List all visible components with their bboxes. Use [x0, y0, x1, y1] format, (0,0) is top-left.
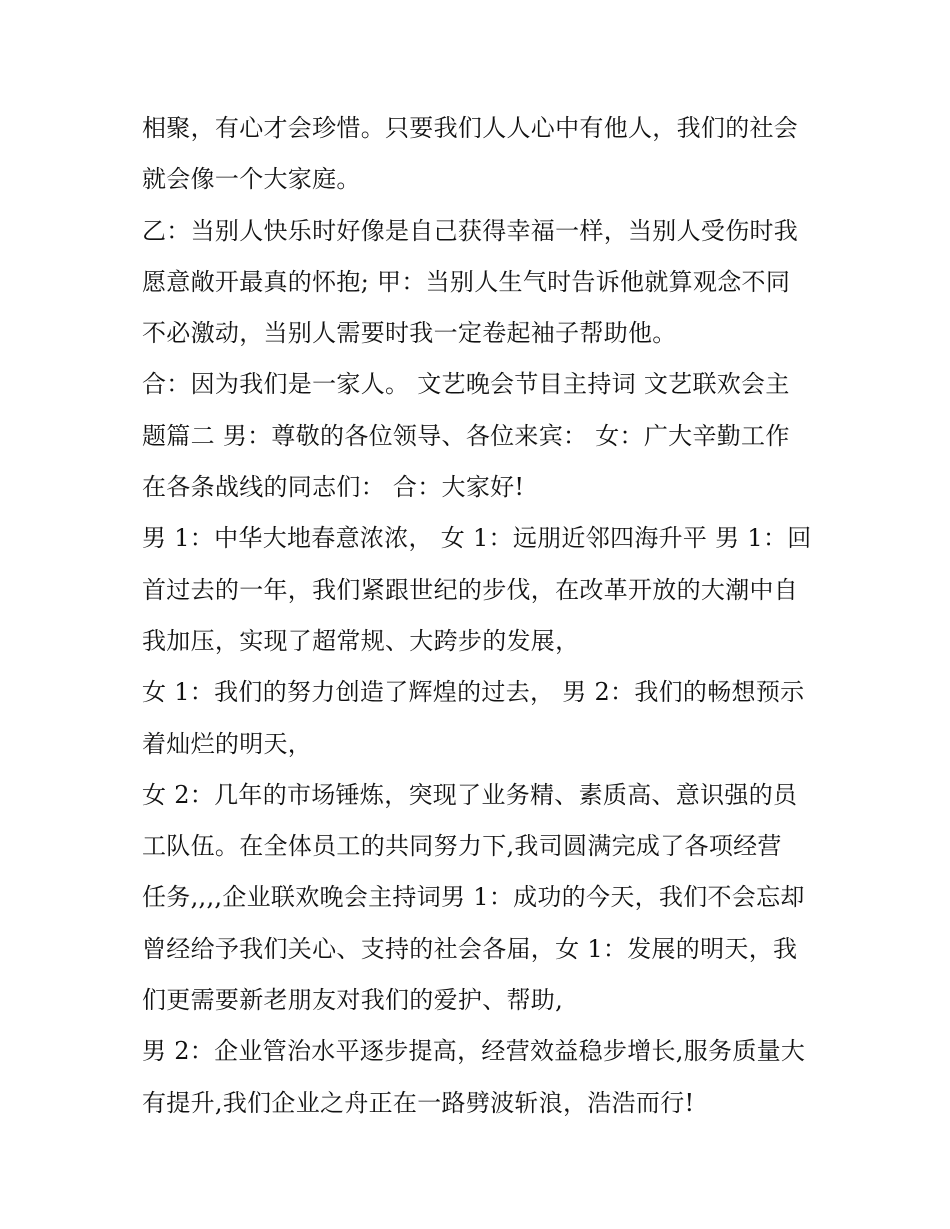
text-line: 乙：当别人快乐时好像是自己获得幸福一样，当别人受伤时我 — [142, 216, 799, 245]
document-body — [142, 103, 832, 1129]
text-line: 我加压，实现了超常规、大跨步的发展， — [142, 626, 580, 655]
text-line: 们更需要新老朋友对我们的爱护、帮助, — [142, 986, 564, 1015]
text-line: 就会像一个大家庭。 — [142, 165, 361, 194]
text-line: 合：因为我们是一家人。 文艺晚会节目主持词 文艺联欢会主 — [142, 370, 790, 399]
text-line: 题篇二 男：尊敬的各位领导、各位来宾： 女：广大辛勤工作 — [142, 421, 790, 450]
text-line: 曾经给予我们关心、支持的社会各届，女 1：发展的明天，我 — [142, 934, 798, 963]
text-line: 女 1：我们的努力创造了辉煌的过去， 男 2：我们的畅想预示 — [142, 678, 805, 707]
text-line: 工队伍。在全体员工的共同努力下,我司圆满完成了各项经营 — [142, 832, 782, 861]
text-line: 愿意敞开最真的怀抱; 甲：当别人生气时告诉他就算观念不同 — [142, 267, 791, 296]
text-line: 女 2：几年的市场锤炼，突现了业务精、素质高、意识强的员 — [142, 780, 798, 809]
text-line: 在各条战线的同志们： 合：大家好! — [142, 473, 525, 502]
text-line: 相聚，有心才会珍惜。只要我们人人心中有他人，我们的社会 — [142, 114, 799, 142]
text-line: 着灿烂的明天， — [142, 729, 313, 758]
text-line: 首过去的一年，我们紧跟世纪的步伐，在改革开放的大潮中自 — [142, 575, 799, 604]
text-line: 任务,,,,企业联欢晚会主持词男 1：成功的今天，我们不会忘却 — [142, 883, 805, 912]
text-line: 不必激动，当别人需要时我一定卷起袖子帮助他。 — [142, 319, 677, 348]
text-line: 男 2：企业管治水平逐步提高，经营效益稳步增长,服务质量大 — [142, 1037, 806, 1066]
text-line: 男 1：中华大地春意浓浓， 女 1：远朋近邻四海升平 男 1：回 — [142, 524, 812, 553]
text-line: 有提升,我们企业之舟正在一路劈波斩浪，浩浩而行! — [142, 1088, 695, 1117]
